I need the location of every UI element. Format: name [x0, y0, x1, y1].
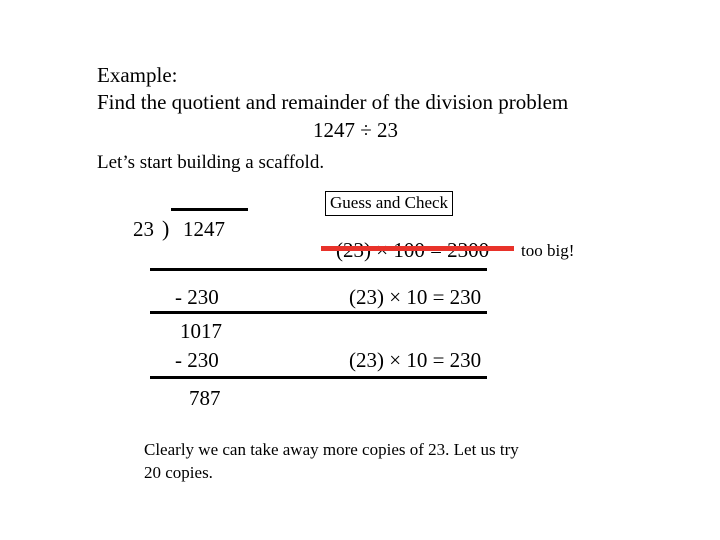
guess-10-first: (23) × 10 = 230: [349, 285, 482, 309]
remaining-787: 787: [189, 386, 221, 410]
scaffold-line-1: [150, 268, 487, 271]
scaffold-line-3: [150, 376, 487, 379]
subtract-step-1: - 230: [175, 285, 219, 309]
scaffold-intro: Let’s start building a scaffold.: [97, 152, 325, 173]
strikethrough: [321, 246, 514, 251]
too-big-note: too big!: [521, 241, 575, 260]
subtract-step-2: - 230: [175, 348, 219, 372]
guess-and-check-box: Guess and Check: [325, 191, 453, 216]
conclusion-line-2: 20 copies.: [144, 463, 213, 482]
division-bar: [171, 208, 248, 211]
dividend: 1247: [183, 217, 225, 241]
problem-instruction: Find the quotient and remainder of the division problem: [97, 90, 569, 114]
divisor: 23: [133, 217, 154, 241]
scaffold-line-2: [150, 311, 487, 314]
division-bracket: ): [162, 216, 170, 241]
conclusion-line-1: Clearly we can take away more copies of 23. Let us try: [144, 440, 519, 459]
division-problem: 1247 ÷ 23: [313, 118, 399, 142]
guess-10-second: (23) × 10 = 230: [349, 348, 482, 372]
remaining-1017: 1017: [180, 319, 222, 343]
example-label: Example:: [97, 63, 178, 87]
